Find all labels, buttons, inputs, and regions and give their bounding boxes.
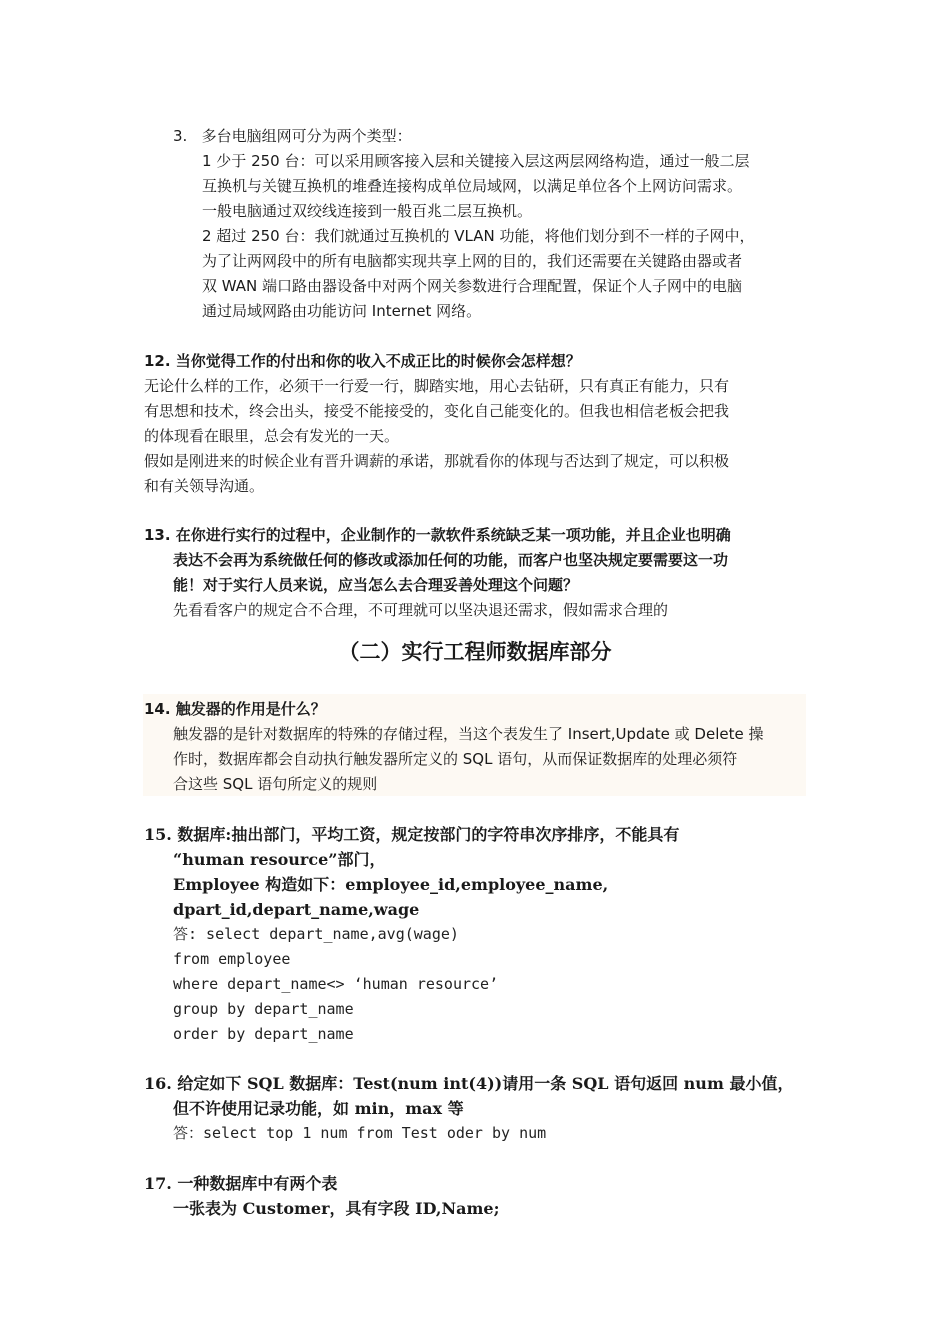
q15-title-line: 15. 数据库:抽出部门，平均工资，规定按部门的字符串次序排序，不能具有 bbox=[144, 825, 680, 844]
q14-title: 14. 触发器的作用是什么？ bbox=[144, 700, 326, 718]
item3-heading: 3. 多台电脑组网可分为两个类型： bbox=[173, 127, 412, 145]
q12-title: 12. 当你觉得工作的付出和你的收入不成正比的时候你会怎样想？ bbox=[144, 352, 581, 370]
q12-line: 和有关领导沟通。 bbox=[144, 477, 265, 495]
q15-code-line: from employee bbox=[173, 950, 291, 968]
q16-code-line: 答：select top 1 num from Test oder by num bbox=[173, 1124, 547, 1142]
q12-line: 无论什么样的工作，必须干一行爱一行，脚踏实地，用心去钻研，只有真正有能力，只有 bbox=[144, 377, 730, 395]
q13-answer: 先看看客户的规定合不合理，不可理就可以坚决退还需求，假如需求合理的 bbox=[173, 601, 669, 619]
q15-code-line: 答: select depart_name,avg(wage) bbox=[173, 925, 459, 943]
item3-line: 1 少于 250 台：可以采用顾客接入层和关键接入层这两层网络构造，通过一般二层 bbox=[202, 152, 750, 170]
q15-title-line: dpart_id,depart_name,wage bbox=[173, 900, 420, 919]
q17-title-line: 17. 一种数据库中有两个表 bbox=[144, 1174, 338, 1193]
q14-line: 作时，数据库都会自动执行触发器所定义的 SQL 语句，从而保证数据库的处理必须符 bbox=[173, 750, 738, 768]
q12-line: 有思想和技术，终会出头，接受不能接受的，变化自己能变化的。但我也相信老板会把我 bbox=[144, 402, 730, 420]
q15-code-line: order by depart_name bbox=[173, 1025, 354, 1043]
q16-title-line: 但不许使用记录功能，如 min，max 等 bbox=[173, 1099, 464, 1118]
q13-title-line: 能！对于实行人员来说，应当怎么去合理妥善处理这个问题？ bbox=[173, 576, 579, 594]
q15-title-line: Employee 构造如下：employee_id,employee_name, bbox=[173, 875, 609, 894]
q17-title-line: 一张表为 Customer，具有字段 ID,Name; bbox=[173, 1199, 500, 1218]
q12-line: 的体现看在眼里，总会有发光的一天。 bbox=[144, 427, 400, 445]
item3-line: 互换机与关键互换机的堆叠连接构成单位局域网，以满足单位各个上网访问需求。 bbox=[202, 177, 743, 195]
q14-line: 触发器的是针对数据库的特殊的存储过程，当这个表发生了 Insert,Update 或 Delete 操 bbox=[173, 725, 764, 743]
q14-line: 合这些 SQL 语句所定义的规则 bbox=[173, 775, 378, 793]
item3-line: 为了让两网段中的所有电脑都实现共享上网的目的，我们还需要在关键路由器或者 bbox=[202, 252, 743, 270]
q15-code-line: group by depart_name bbox=[173, 1000, 354, 1018]
q13-title-line: 13. 在你进行实行的过程中，企业制作的一款软件系统缺乏某一项功能，并且企业也明确 bbox=[144, 526, 731, 544]
section-title: （二）实行工程师数据库部分 bbox=[338, 640, 612, 664]
q13-title-line: 表达不会再为系统做任何的修改或添加任何的功能，而客户也坚决规定要需要这一功 bbox=[173, 551, 729, 569]
q16-title-line: 16. 给定如下 SQL 数据库：Test(num int(4))请用一条 SQL 语句返回 num 最小值， bbox=[144, 1074, 794, 1093]
item3-line: 一般电脑通过双绞线连接到一般百兆二层互换机。 bbox=[202, 202, 533, 220]
q12-line: 假如是刚进来的时候企业有晋升调薪的承诺，那就看你的体现与否达到了规定，可以积极 bbox=[144, 452, 730, 470]
q15-code-line: where depart_name<> ‘human resource’ bbox=[173, 975, 499, 993]
item3-line: 2 超过 250 台：我们就通过互换机的 VLAN 功能，将他们划分到不一样的子网中， bbox=[202, 227, 755, 245]
item3-line: 通过局域网路由功能访问 Internet 网络。 bbox=[202, 302, 482, 320]
item3-line: 双 WAN 端口路由器设备中对两个网关参数进行合理配置，保证个人子网中的电脑 bbox=[202, 277, 743, 295]
q15-title-line: “human resource”部门， bbox=[173, 850, 386, 869]
